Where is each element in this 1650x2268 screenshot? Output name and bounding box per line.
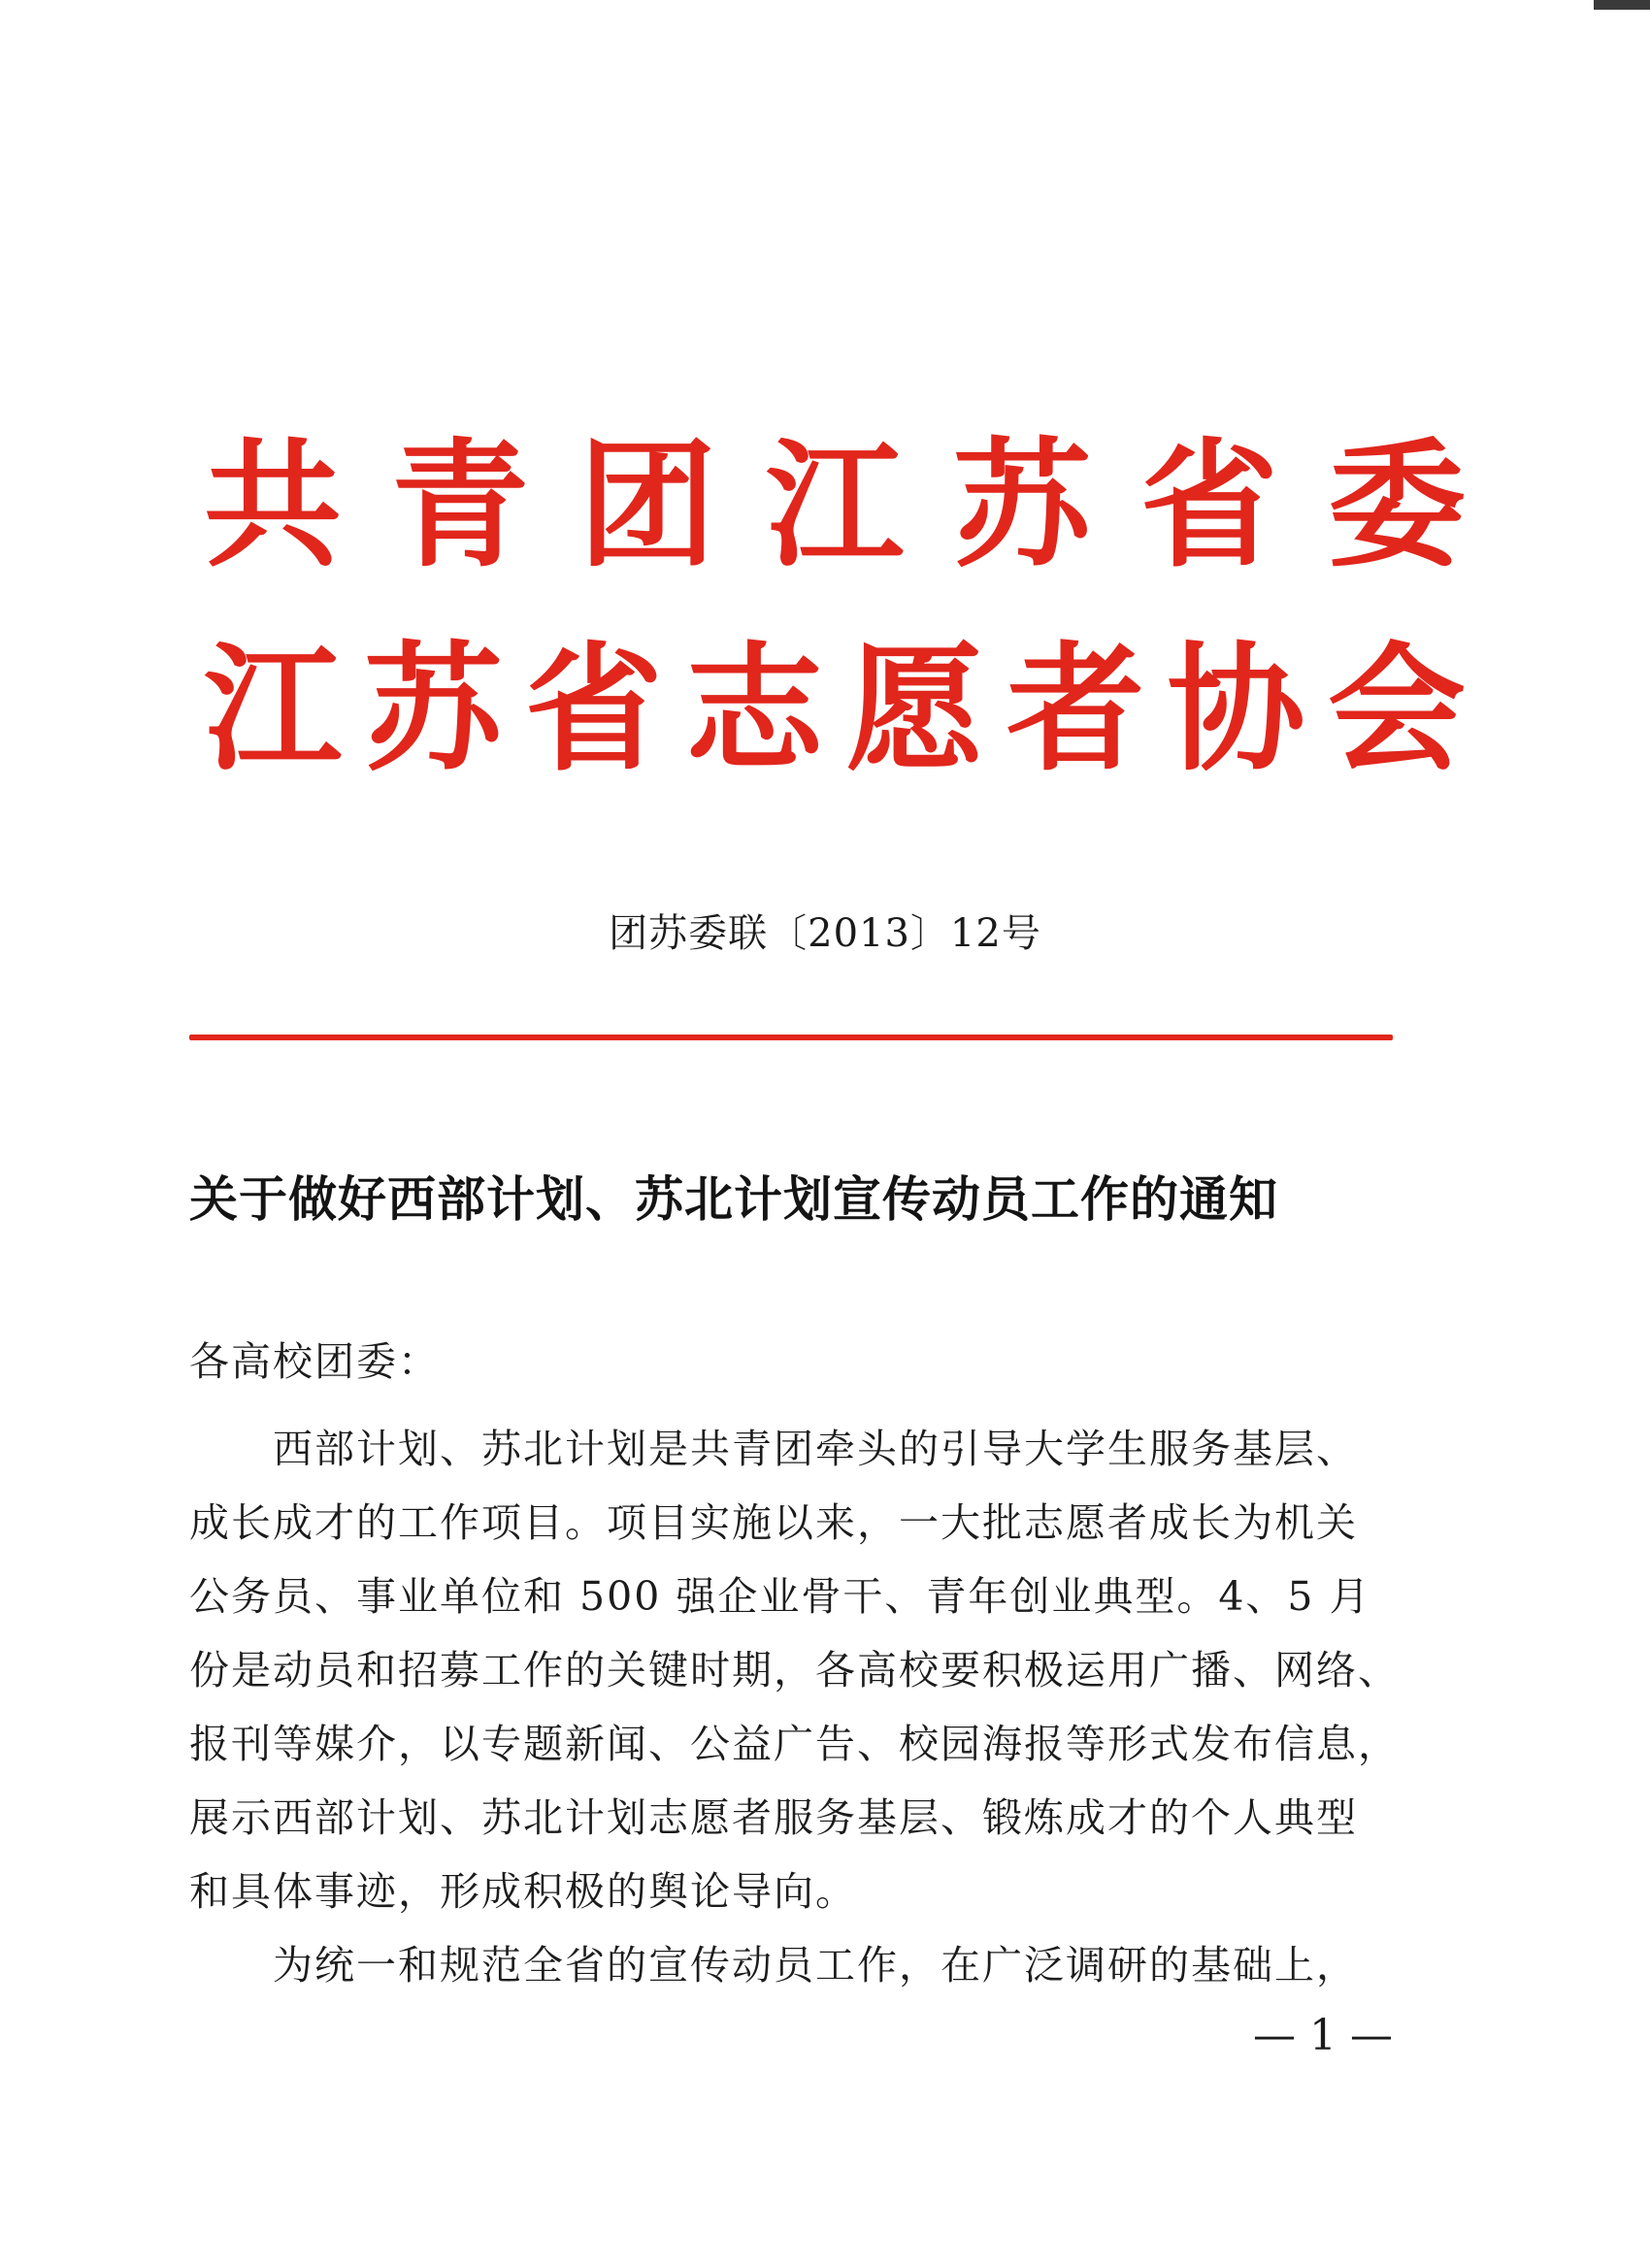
page-number: — 1 — [1253,2011,1393,2060]
body-line: 成长成才的工作项目。项目实施以来，一大批志愿者成长为机关 [189,1499,1358,1546]
masthead-line-1 [204,425,1466,586]
salutation: 各高校团委： [189,1338,440,1385]
body-line: 和具体事迹，形成积极的舆论导向。 [189,1868,857,1915]
masthead-char: 者 [1006,629,1145,790]
masthead-char: 省 [1140,425,1278,586]
body-paragraph [189,1417,1400,2007]
scan-edge [1594,0,1650,10]
document-number: 团苏委联〔2013〕12号 [609,911,1041,956]
body-line: 份是动员和招募工作的关键时期，各高校要积极运用广播、网络、 [189,1647,1400,1693]
masthead-char: 苏 [953,425,1091,586]
masthead-char: 江 [766,425,904,586]
red-divider-rule [189,1035,1393,1040]
masthead-char: 协 [1167,629,1305,790]
document-title: 关于做好西部计划、苏北计划宣传动员工作的通知 [189,1170,1278,1228]
masthead-char: 省 [524,629,663,790]
masthead-char: 愿 [845,629,984,790]
masthead-line-2 [204,629,1466,790]
body-line: 公务员、事业单位和 500 强企业骨干、青年创业典型。4、5 月 [189,1573,1371,1620]
masthead-char: 志 [685,629,824,790]
masthead-char: 青 [391,425,529,586]
body-line: 展示西部计划、苏北计划志愿者服务基层、锻炼成才的个人典型 [189,1794,1358,1841]
masthead-char: 会 [1327,629,1466,790]
masthead-char: 苏 [364,629,503,790]
body-line: 西部计划、苏北计划是共青团牵头的引导大学生服务基层、 [189,1426,1358,1472]
masthead-char: 委 [1328,425,1466,586]
masthead-char: 江 [204,629,342,790]
body-line: 为统一和规范全省的宣传动员工作，在广泛调研的基础上， [189,1942,1358,1989]
masthead-char: 团 [578,425,716,586]
body-line: 报刊等媒介，以专题新闻、公益广告、校园海报等形式发布信息， [189,1721,1400,1767]
masthead-char: 共 [204,425,342,586]
